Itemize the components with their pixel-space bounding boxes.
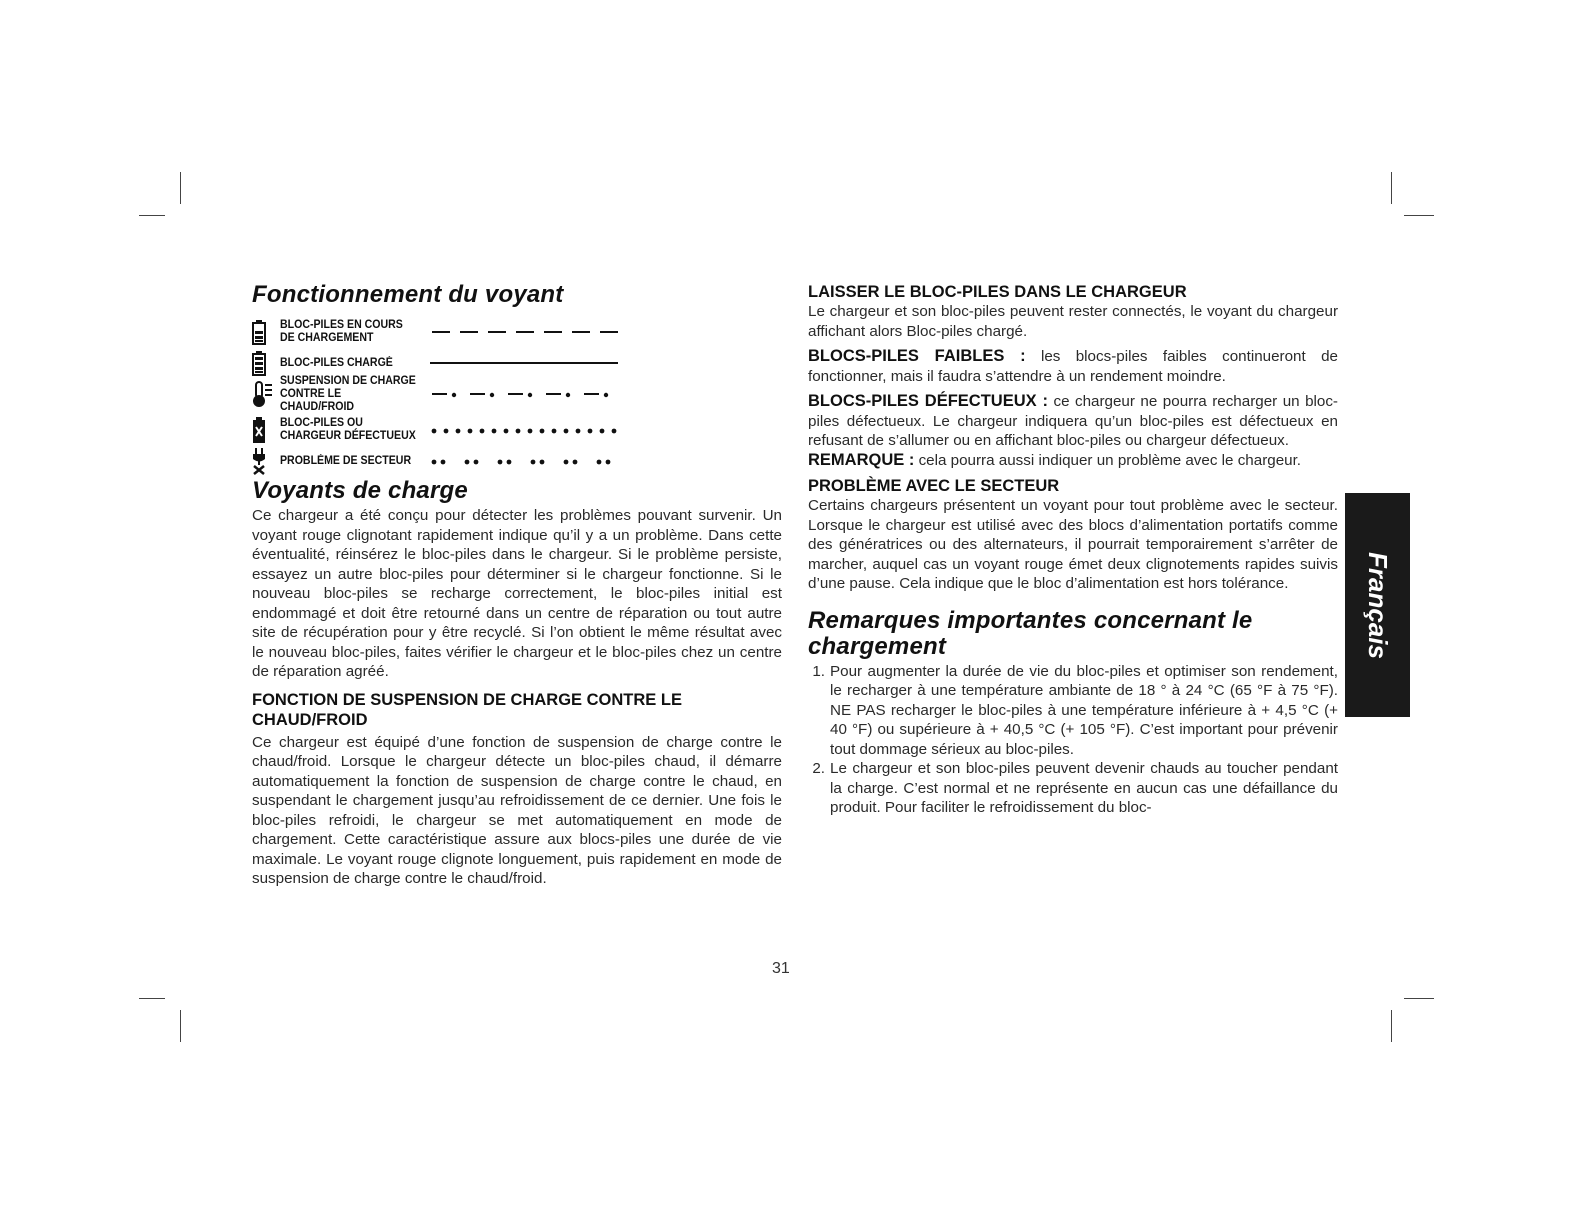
note-paragraph [808,451,1338,471]
legend-dot [456,429,461,434]
list-item [808,662,1338,760]
legend-dot [465,460,470,465]
battery-charged-icon [252,350,280,376]
legend-dot [531,460,536,465]
legend-dot [552,429,557,434]
list-item-text: Le chargeur et son bloc-piles peuvent devenir chauds au toucher pendant la charge. C’est normal et ne représente en aucun cas une défaillance du produit. Pour faciliter le refroidissement du bloc- [830,760,1338,816]
legend-dot [504,429,509,434]
defective-packs-label: BLOCS-PILES DÉFECTUEUX : [808,392,1048,410]
legend-dot [540,460,545,465]
legend-row-charging [252,314,782,350]
legend-pattern-solid [430,357,782,369]
important-remarks-heading: Remarques importantes concernant le chargement [808,606,1253,660]
mains-problem-heading: PROBLÈME AVEC LE SECTEUR [808,477,1060,495]
legend-dot [573,460,578,465]
charge-indicators-text: Ce chargeur a été conçu pour détecter les problèmes pouvant survenir. Un voyant rouge clignotant rapidement indique qu’il y a un problème. Dans cette éventualité, réinsérez le bloc-piles dans le chargeur. Si le problème persiste, essayez un autre bloc-piles pour déterminer si le chargeur fonctionne. Si le nouveau bloc-piles se recharge correctement, le bloc-piles initial est endommagé et doit être retourné dans un centre de réparation ou tout autre site de récupération pour y être recyclé. Si l’on obtient le même résultat avec le nouveau bloc-piles, faites vérifier le chargeur et le bloc-piles chez un centre de réparation agréé. [252,507,782,680]
charge-indicators-heading: Voyants de charge [252,477,468,504]
legend-dot [498,460,503,465]
legend-dot [588,429,593,434]
legend-dot [528,429,533,434]
mains-problem-text: Certains chargeurs présentent un voyant pour tout problème avec le secteur. Lorsque le chargeur est utilisé avec des blocs d’alimentation portatifs comme des génératrices ou des alternateurs, il pourrait temporairement s’arrêter de marcher, auquel cas un voyant rouge émet deux clignotements rapides suivis d’une pause. Cela indique que le bloc d’alimentation est hors tolérance. [808,497,1338,592]
legend-row-charged [252,350,782,376]
legend-dot [432,429,437,434]
weak-packs-label: BLOCS-PILES FAIBLES : [808,347,1026,365]
thermometer-battery-icon [252,380,280,408]
legend-dot [474,460,479,465]
language-tab-label: Français [1363,551,1394,659]
legend-dot [480,429,485,434]
legend-row-hot-cold [252,376,782,412]
indicator-legend [252,314,782,474]
legend-pattern-dash-dot [430,388,782,400]
language-tab [1345,493,1410,717]
page-number: 31 [772,960,790,977]
note-label: REMARQUE : [808,450,915,469]
crop-mark [1391,1010,1392,1042]
legend-dot [507,460,512,465]
legend-dot [468,429,473,434]
legend-dot [441,460,446,465]
list-item-number: 2. [812,760,825,777]
crop-mark [1404,215,1434,216]
legend-dot [564,460,569,465]
suspension-text: Ce chargeur est équipé d’une fonction de suspension de charge contre le chaud/froid. Lorsque le chargeur détecte un bloc-piles chaud, il démarre automatiquement la fonction de suspension de charge contre le chaud, en suspendant le chargement jusqu’au refroidissement de ce dernier. Une fois le bloc-piles refroidi, le chargeur se met automatiquement en mode de chargement. Cette caractéristique assure aux blocs-piles une durée de vie maximale. Le voyant rouge clignote longuement, puis rapidement en mode de suspension de charge contre le chaud/froid. [252,733,782,887]
battery-charging-icon [252,319,280,345]
note-text: cela pourra aussi indiquer un problème avec le chargeur. [918,451,1302,469]
legend-row-defective [252,412,782,448]
legend-dot [606,460,611,465]
legend-dot [432,460,437,465]
plug-problem-icon [252,447,280,475]
list-item-number: 1. [812,662,825,680]
list-item-text: Pour augmenter la durée de vie du bloc-piles et optimiser son rendement, le recharger à une température ambiante de 18 ° à 24 °C (65 °F à 75 °F). NE PAS recharger le bloc-piles à une température inférieure à + 4,5 °C (+ 40 °F) ou supérieure à + 40,5 °C (+ 105 °F). C’est important pour prévenir tout dommage sérieux au bloc-piles. [830,662,1338,758]
legend-label: BLOC-PILES OU CHARGEUR DÉFECTUEUX [280,417,416,442]
weak-packs-text: les blocs-piles faibles continueront de fonctionner, mais il faudra s’attendre à un rendement moindre. [808,348,1338,385]
legend-pattern-long-dash [430,326,782,338]
legend-dot [576,429,581,434]
defective-packs-text: ce chargeur ne pourra recharger un bloc-piles défectueux. Le chargeur indiquera qu’un bloc-piles est défectueux en refusant de s’allumer ou en affichant bloc-piles ou chargeur défectueux. [808,393,1338,449]
suspension-heading: FONCTION DE SUSPENSION DE CHARGE CONTRE LE CHAUD/FROID [252,690,682,729]
legend-dot [444,429,449,434]
crop-mark [1404,998,1434,999]
legend-pattern-dots [430,424,782,436]
legend-dot [516,429,521,434]
legend-label: PROBLÈME DE SECTEUR [280,454,412,467]
leave-in-charger-heading: LAISSER LE BLOC-PILES DANS LE CHARGEUR [808,283,1187,301]
battery-defective-icon [252,416,280,444]
indicator-heading: Fonctionnement du voyant [252,281,564,308]
crop-mark [139,215,165,216]
crop-mark [1391,172,1392,204]
legend-dot [612,429,617,434]
legend-dot [492,429,497,434]
defective-packs-paragraph [808,392,1338,451]
legend-dot [540,429,545,434]
legend-pattern-double-dots [430,455,782,467]
legend-label: BLOC-PILES EN COURS DE CHARGEMENT [280,319,403,344]
legend-dot [600,429,605,434]
legend-dot [564,429,569,434]
crop-mark [180,172,181,204]
weak-packs-paragraph [808,347,1338,386]
crop-mark [180,1010,181,1042]
leave-in-charger-text: Le chargeur et son bloc-piles peuvent rester connectés, le voyant du chargeur affichant alors Bloc-piles chargé. [808,303,1338,340]
list-item [808,759,1338,818]
right-column [808,282,1338,818]
legend-dot [597,460,602,465]
legend-label: SUSPENSION DE CHARGE CONTRE LE CHAUD/FROID [280,374,416,413]
legend-label: BLOC-PILES CHARGÉ [280,356,393,369]
legend-row-mains [252,448,782,474]
remarks-list [808,662,1338,818]
crop-mark [139,998,165,999]
left-column [252,282,782,889]
